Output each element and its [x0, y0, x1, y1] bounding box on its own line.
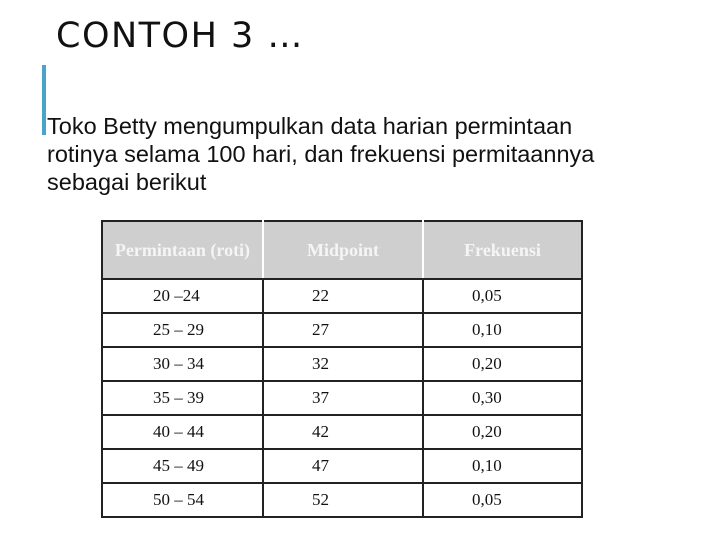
accent-bar — [42, 65, 46, 135]
cell-frekuensi: 0,20 — [423, 415, 582, 449]
cell-frekuensi: 0,10 — [423, 313, 582, 347]
table-row — [102, 483, 582, 517]
table-row — [102, 279, 582, 313]
header-midpoint: Midpoint — [263, 221, 423, 279]
cell-frekuensi: 0,20 — [423, 347, 582, 381]
cell-frekuensi: 0,30 — [423, 381, 582, 415]
cell-frekuensi: 0,10 — [423, 449, 582, 483]
cell-midpoint: 52 — [263, 483, 423, 517]
data-table — [101, 220, 583, 518]
cell-midpoint: 27 — [263, 313, 423, 347]
table-row — [102, 381, 582, 415]
table-row — [102, 313, 582, 347]
cell-midpoint: 32 — [263, 347, 423, 381]
cell-frekuensi: 0,05 — [423, 279, 582, 313]
table-row — [102, 449, 582, 483]
frequency-table — [101, 220, 581, 514]
header-frekuensi: Frekuensi — [423, 221, 582, 279]
cell-frekuensi: 0,05 — [423, 483, 582, 517]
cell-permintaan: 30 – 34 — [102, 347, 263, 381]
table-header-row — [102, 221, 582, 279]
header-permintaan: Permintaan (roti) — [102, 221, 263, 279]
table-row — [102, 347, 582, 381]
intro-text: Toko Betty mengumpulkan data harian permintaan rotinya selama 100 hari, dan frekuensi permitaannya sebagai berikut — [47, 113, 595, 195]
cell-permintaan: 25 – 29 — [102, 313, 263, 347]
cell-midpoint: 47 — [263, 449, 423, 483]
table-row — [102, 415, 582, 449]
cell-permintaan: 50 – 54 — [102, 483, 263, 517]
cell-midpoint: 37 — [263, 381, 423, 415]
cell-permintaan: 35 – 39 — [102, 381, 263, 415]
cell-permintaan: 45 – 49 — [102, 449, 263, 483]
cell-midpoint: 22 — [263, 279, 423, 313]
slide-title: CONTOH 3 … — [56, 16, 304, 56]
cell-midpoint: 42 — [263, 415, 423, 449]
cell-permintaan: 20 –24 — [102, 279, 263, 313]
cell-permintaan: 40 – 44 — [102, 415, 263, 449]
